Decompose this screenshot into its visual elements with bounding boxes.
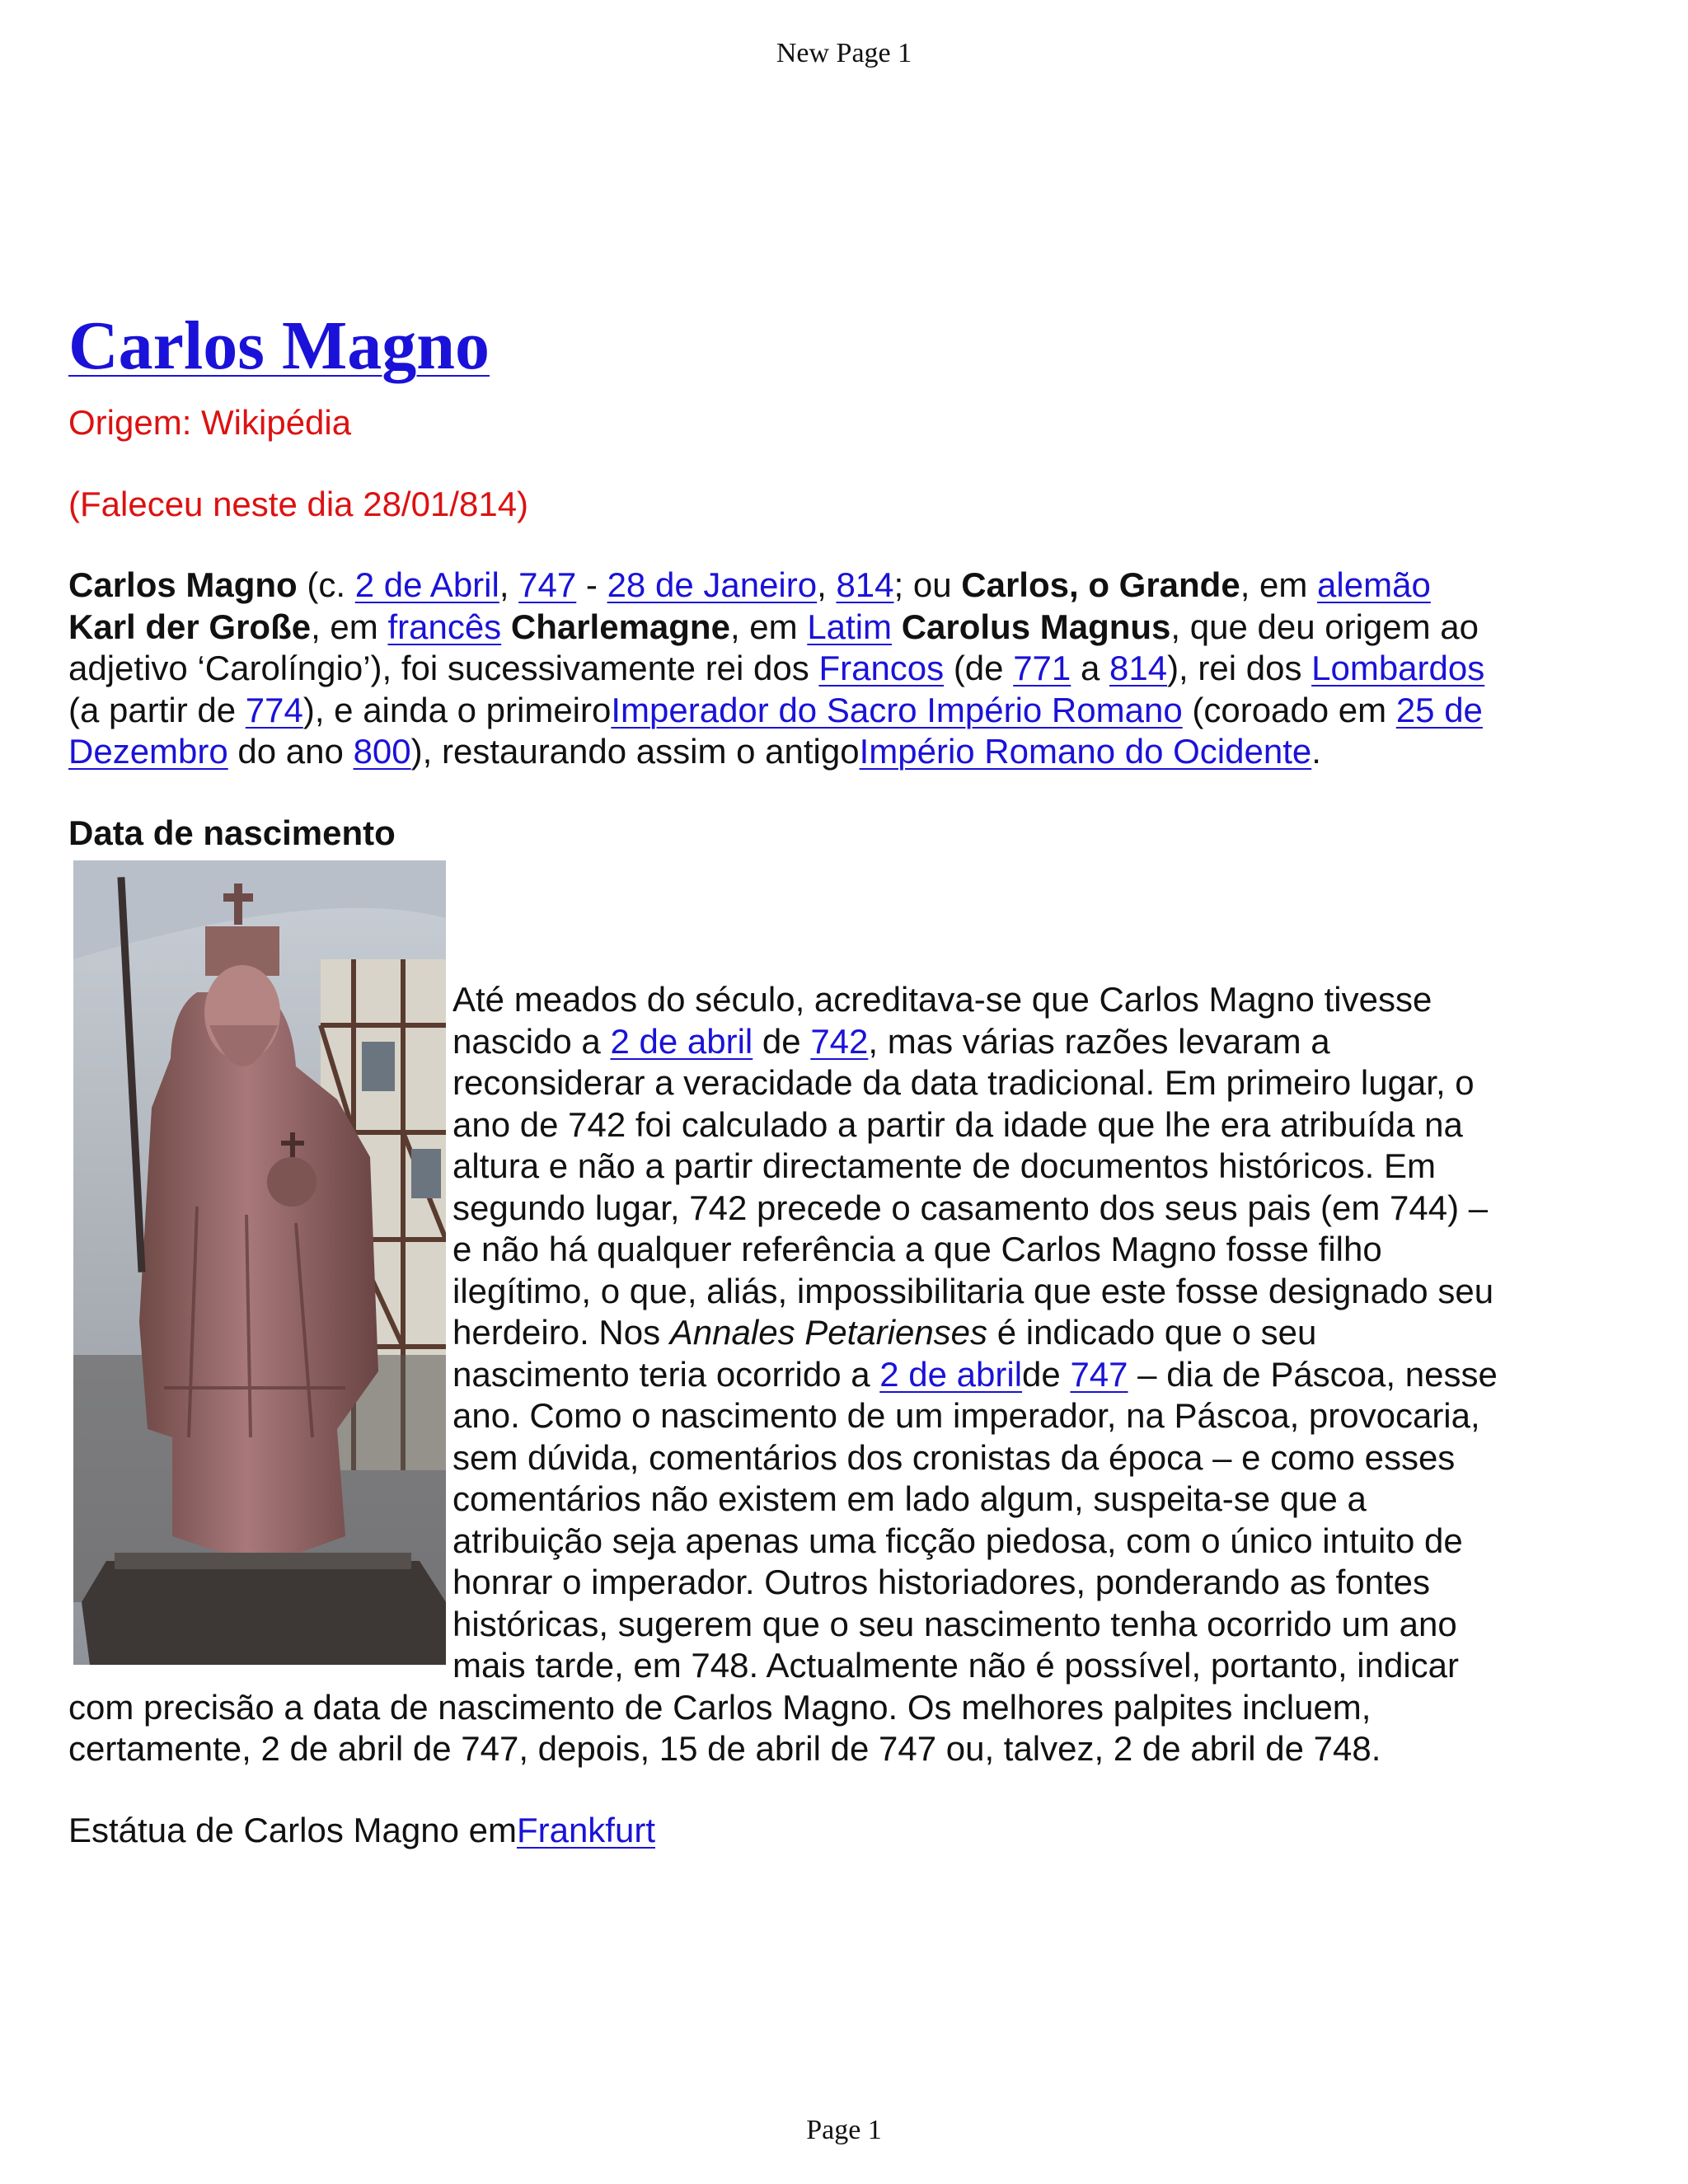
annales-petarienses-italic: Annales Petarienses xyxy=(669,1313,988,1352)
intro-text: (c. xyxy=(297,565,355,604)
link-imperador-sacro-imperio[interactable]: Imperador do Sacro Império Romano xyxy=(611,690,1183,729)
article-title-link[interactable]: Carlos Magno xyxy=(68,307,490,384)
page-footer-label: Page 1 xyxy=(806,2115,882,2145)
birth-text: , mas várias razões levaram a reconsiderar a veracidade da data tradicional. Em primeiro lugar, o ano de 742 foi calculado a partir da idade que lhe era atribuída na altura e não a partir directamente de documentos históricos. Em segundo lugar, 742 precede o casamento dos seus pais (em 744) – e não há qualquer referência a que Carlos Magno fosse filho ilegítimo, o que, aliás, impossibilitaria que este fosse designado seu herdeiro. Nos xyxy=(452,1021,1494,1352)
birth-text: – dia de Páscoa, nesse ano. Como o nascimento de um imperador, na Páscoa, provocaria, sem dúvida, comentários dos cronistas da época – e como esses comentários não existem em lado algum, suspeita-se que a atribuição seja apenas uma ficção piedosa, com o único intuito de honrar o imperador. Outros historiadores, ponderando as fontes históricas, sugerem que o seu nascimento tenha ocorrido um ano mais tarde, em 748. Actualmente não é possível, portanto, indicar com precisão a data de nascimento de Carlos Magno. Os melhores palpites incluem, certamente, 2 de abril de 747, depois, 15 de abril de 747 ou, talvez, 2 de abril de 748. xyxy=(68,1354,1498,1768)
link-25-de-dezembro[interactable]: 25 de Dezembro xyxy=(68,690,1483,771)
karl-der-grosse-bold: Karl der Große xyxy=(68,607,312,646)
link-742[interactable]: 742 xyxy=(810,1021,869,1061)
link-800[interactable]: 800 xyxy=(353,732,411,771)
link-771[interactable]: 771 xyxy=(1013,649,1071,687)
intro-text: ; ou xyxy=(893,565,962,604)
birth-text: Até meados do século, acreditava-se que Carlos Magno tivesse nascido a xyxy=(452,980,1432,1061)
intro-text: , xyxy=(817,565,837,604)
link-2-de-abril-birth[interactable]: 2 de abril xyxy=(610,1021,753,1061)
intro-text: - xyxy=(576,565,607,604)
link-28-de-janeiro[interactable]: 28 de Janeiro xyxy=(607,565,818,604)
page-header-title: New Page 1 xyxy=(776,38,912,68)
birth-text: é indicado que o seu nascimento teria ocorrido a xyxy=(452,1313,1317,1394)
link-2-de-abril-birth-2[interactable]: 2 de abril xyxy=(879,1354,1023,1394)
link-lombardos[interactable]: Lombardos xyxy=(1311,649,1485,687)
intro-text: a xyxy=(1071,649,1109,687)
caption-text: Estátua de Carlos Magno em xyxy=(68,1810,517,1849)
link-frances[interactable]: francês xyxy=(387,607,502,646)
section-heading-birth: Data de nascimento xyxy=(68,813,396,852)
charlemagne-statue-image xyxy=(73,860,446,1665)
intro-text: (a partir de xyxy=(68,690,246,729)
link-814[interactable]: 814 xyxy=(836,565,894,604)
intro-paragraph xyxy=(68,565,1503,773)
death-note: (Faleceu neste dia 28/01/814) xyxy=(68,484,529,523)
statue-caption xyxy=(68,1810,1503,1852)
birth-text: de xyxy=(1022,1354,1071,1394)
link-alemao[interactable]: alemão xyxy=(1317,565,1431,604)
link-747[interactable]: 747 xyxy=(518,565,577,604)
link-814-b[interactable]: 814 xyxy=(1109,649,1168,687)
name-bold: Carlos Magno xyxy=(68,565,298,604)
link-747-birth[interactable]: 747 xyxy=(1070,1354,1128,1394)
intro-text: (de xyxy=(944,649,1014,687)
intro-text xyxy=(501,607,511,646)
origin-line: Origem: Wikipédia xyxy=(68,403,352,442)
intro-text: ), rei dos xyxy=(1167,649,1312,687)
intro-text: , em xyxy=(311,607,388,646)
link-latim[interactable]: Latim xyxy=(807,607,893,646)
link-frankfurt[interactable]: Frankfurt xyxy=(516,1810,655,1849)
intro-text: do ano xyxy=(227,732,354,771)
intro-text: , xyxy=(499,565,519,604)
carlos-o-grande-bold: Carlos, o Grande xyxy=(961,565,1240,604)
intro-text: . xyxy=(1311,732,1321,771)
link-imperio-romano-ocidente[interactable]: Império Romano do Ocidente xyxy=(859,732,1312,771)
link-2-de-abril[interactable]: 2 de Abril xyxy=(354,565,499,604)
article-content xyxy=(68,305,1503,1851)
charlemagne-bold: Charlemagne xyxy=(510,607,730,646)
carolus-magnus-bold: Carolus Magnus xyxy=(901,607,1171,646)
link-francos[interactable]: Francos xyxy=(818,649,945,687)
link-774[interactable]: 774 xyxy=(245,690,303,729)
intro-text: (coroado em xyxy=(1182,690,1396,729)
intro-text: ), restaurando assim o antigo xyxy=(410,732,860,771)
intro-text xyxy=(892,607,902,646)
intro-text: , que deu origem ao adjetivo ‘Carolíngio’), foi sucessivamente rei dos xyxy=(68,607,1479,687)
intro-text: , em xyxy=(729,607,808,646)
article-title xyxy=(68,305,1503,387)
intro-text: , em xyxy=(1240,565,1318,604)
intro-text: ), e ainda o primeiro xyxy=(302,690,612,729)
birth-text: de xyxy=(753,1021,811,1061)
